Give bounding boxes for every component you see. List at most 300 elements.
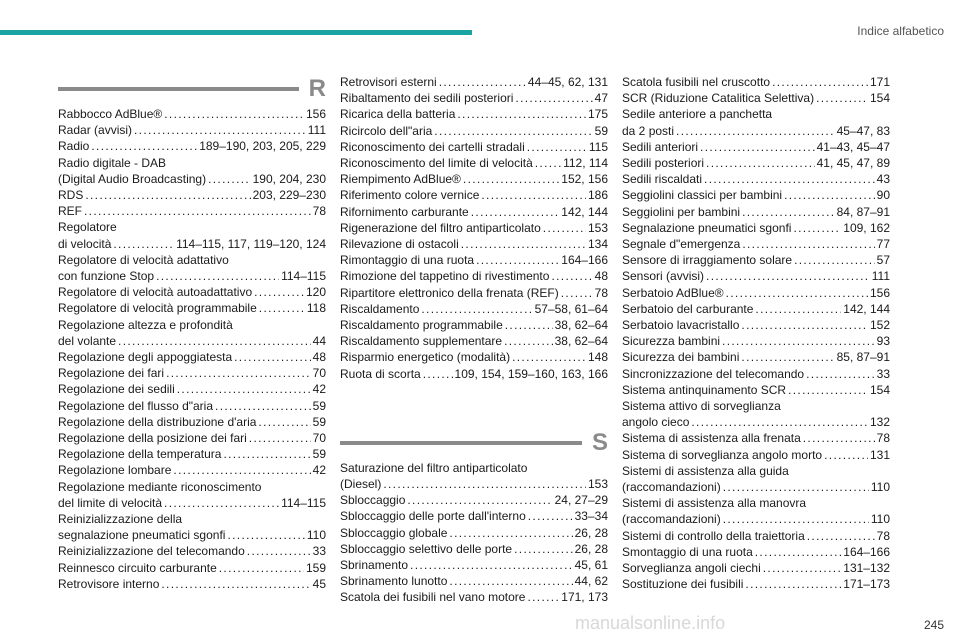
index-entry-term: Sedili riscaldati — [622, 172, 703, 187]
index-entry-term: Riscaldamento — [340, 301, 420, 316]
index-entry-pages: 190, 204, 230 — [252, 171, 326, 186]
index-entry-pages: 120 — [305, 285, 326, 300]
index-entry-term: Ruota di scorta — [340, 366, 421, 381]
index-entry-pages: 111 — [871, 269, 890, 284]
index-entry-pages: 152 — [869, 318, 890, 333]
index-entry — [340, 139, 608, 155]
section-rule — [340, 441, 582, 445]
index-entry — [340, 573, 608, 589]
section-rule — [58, 87, 299, 91]
index-entry-line — [58, 398, 326, 414]
index-entry-line — [340, 171, 608, 187]
index-entry-line — [622, 301, 890, 317]
index-entry-pages: 57 — [876, 253, 890, 268]
index-entry-pages: 90 — [876, 188, 890, 203]
index-entry-line — [58, 187, 326, 203]
index-entry-line — [58, 365, 326, 381]
dot-leader — [156, 268, 279, 284]
dot-leader — [449, 573, 572, 589]
dot-leader — [528, 508, 573, 524]
index-entry-pages: 110 — [870, 480, 890, 495]
index-entry-term: Riconoscimento dei cartelli stradali — [340, 139, 525, 154]
dot-leader — [741, 317, 868, 333]
index-entry-term: segnalazione pneumatici sgonfi — [58, 528, 226, 543]
index-entry-term: angolo cieco — [622, 415, 690, 430]
index-entry-pages: 118 — [306, 301, 326, 316]
index-entry-term: RDS — [58, 188, 84, 203]
index-entry-heading: Sistemi di assistenza alla guida — [622, 463, 789, 478]
index-entry-pages: 154 — [869, 91, 890, 106]
dot-leader — [763, 560, 842, 576]
index-entry-term: Regolatore di velocità autoadattativo — [58, 285, 253, 300]
index-entry — [340, 301, 608, 317]
index-entry-pages: 26, 28 — [574, 525, 608, 540]
index-entry — [340, 106, 608, 122]
index-entry-term: Sorveglianza angoli ciechi — [622, 561, 761, 576]
dot-leader — [249, 430, 311, 446]
index-entry-pages: 57–58, 61–64 — [534, 301, 608, 316]
index-entry-pages: 33 — [312, 544, 326, 559]
index-entry-term: Sbloccaggio selettivo delle porte — [340, 541, 513, 556]
index-entry — [58, 381, 326, 397]
index-entry-pages: 110 — [306, 528, 326, 543]
index-entry-line — [622, 252, 890, 268]
dot-leader — [512, 349, 586, 365]
dot-leader — [803, 430, 875, 446]
dot-leader — [476, 252, 559, 268]
index-entry — [622, 187, 890, 203]
dot-leader — [449, 525, 572, 541]
index-entry-line — [58, 300, 326, 316]
index-entry-heading: Sedile anteriore a panchetta — [622, 107, 773, 122]
index-entry-line — [340, 285, 608, 301]
index-entry-term: Rimontaggio di una ruota — [340, 253, 475, 268]
index-entry — [58, 252, 326, 284]
index-entry — [622, 576, 890, 592]
index-entry-line — [622, 528, 890, 544]
index-entry-term: del limite di velocità — [58, 495, 163, 510]
index-entry-term: Scatola dei fusibili nel vano motore — [340, 590, 526, 605]
index-entry-term: Regolazione del flusso d"aria — [58, 398, 214, 413]
index-entry-line — [58, 203, 326, 219]
index-entry-pages: 132 — [869, 415, 890, 430]
index-entry-line — [340, 476, 608, 492]
dot-leader — [706, 268, 870, 284]
index-column-1 — [58, 74, 326, 592]
index-entry-pages: 43 — [876, 172, 890, 187]
index-entry-pages: 45, 61 — [574, 558, 608, 573]
dot-leader — [177, 381, 311, 397]
index-entry-pages: 78 — [876, 528, 890, 543]
dot-leader — [723, 479, 869, 495]
watermark: manualsonline.info — [575, 613, 726, 633]
index-entry-pages: 112, 114 — [563, 156, 608, 171]
index-entry-line — [58, 268, 326, 284]
index-entry — [622, 204, 890, 220]
index-entry-term: Serbatoio AdBlue® — [622, 285, 724, 300]
index-entry — [58, 300, 326, 316]
index-entry-pages: 42 — [312, 382, 326, 397]
dot-leader — [772, 74, 868, 90]
dot-leader — [543, 220, 586, 236]
index-entry-term: Retrovisori esterni — [340, 75, 437, 89]
index-entry-term: Rigenerazione del filtro antiparticolato — [340, 220, 541, 235]
index-entry — [58, 317, 326, 349]
index-entry-term: (Diesel) — [340, 477, 382, 492]
dot-leader — [208, 171, 251, 187]
index-entry — [622, 430, 890, 446]
index-entry — [58, 479, 326, 511]
index-entry — [340, 349, 608, 365]
index-entry-pages: 156 — [305, 107, 326, 121]
index-entry-pages: 142, 144 — [843, 301, 890, 316]
dot-leader — [816, 90, 868, 106]
dot-leader — [439, 74, 526, 90]
index-entry-term: Serbatoio del carburante — [622, 301, 754, 316]
dot-leader — [421, 301, 532, 317]
index-entry-line — [340, 106, 608, 122]
index-entry — [622, 171, 890, 187]
dot-leader — [258, 414, 310, 430]
dot-leader — [113, 236, 174, 252]
dot-leader — [794, 252, 875, 268]
index-entry — [340, 187, 608, 203]
index-entry — [622, 236, 890, 252]
index-entry-pages: 154 — [869, 382, 890, 397]
index-entry-line — [58, 236, 326, 252]
index-entry-pages: 41, 45, 47, 89 — [816, 156, 890, 171]
index-entry-line — [58, 122, 326, 138]
page-header-title: Indice alfabetico — [857, 24, 944, 38]
index-entry-line — [340, 74, 608, 90]
dot-leader — [164, 495, 279, 511]
index-entry — [622, 366, 890, 382]
index-entry — [58, 576, 326, 592]
index-entry-pages: 44–45, 62, 131 — [527, 75, 608, 89]
dot-leader — [134, 122, 306, 138]
index-entry — [622, 544, 890, 560]
dot-leader — [164, 106, 304, 122]
index-entry — [622, 333, 890, 349]
index-entry-pages: 78 — [312, 204, 326, 219]
index-entry-term: Sbrinamento — [340, 558, 409, 573]
index-entry-line — [622, 414, 890, 430]
index-entry — [340, 460, 608, 492]
index-entry-term: Regolazione della temperatura — [58, 447, 222, 462]
index-entry — [340, 74, 608, 90]
index-entry-line — [340, 333, 608, 349]
index-entry-pages: 48 — [312, 350, 326, 365]
index-entry — [622, 447, 890, 463]
index-entry-pages: 41–43, 45–47 — [816, 139, 890, 154]
index-entry-term: Sincronizzazione del telecomando — [622, 366, 805, 381]
index-entry — [58, 219, 326, 251]
index-entry — [622, 155, 890, 171]
index-entry-pages: 45–47, 83 — [836, 123, 890, 138]
index-entry-term: Sbrinamento lunotto — [340, 574, 448, 589]
index-entry-term: da 2 posti — [622, 123, 675, 138]
index-entry-pages: 171, 173 — [561, 590, 608, 605]
index-entry-pages: 77 — [876, 237, 890, 252]
index-entry-line — [58, 462, 326, 478]
index-entry-term: Ripartitore elettronico della frenata (REF) — [340, 285, 559, 300]
index-entry-pages: 59 — [594, 123, 608, 138]
index-entry — [58, 155, 326, 187]
dot-leader — [793, 220, 841, 236]
index-entry — [622, 139, 890, 155]
index-entry-term: Seggiolini classici per bambini — [622, 188, 783, 203]
index-entry-pages: 33 — [876, 366, 890, 381]
index-entry-pages: 153 — [587, 477, 608, 492]
index-entry-line — [340, 349, 608, 365]
index-entry-line — [340, 589, 608, 605]
index-entry-term: Risparmio energetico (modalità) — [340, 350, 511, 365]
index-entry — [58, 187, 326, 203]
dot-leader — [215, 398, 311, 414]
index-entry — [622, 349, 890, 365]
index-entry — [622, 463, 890, 495]
index-entry-term: Radar (avvisi) — [58, 123, 133, 138]
index-entry — [58, 446, 326, 462]
index-column-3 — [622, 74, 890, 593]
index-entry — [58, 430, 326, 446]
index-entry-line — [340, 317, 608, 333]
index-entry-term: Scatola fusibili nel cruscotto — [622, 75, 771, 89]
index-entry — [340, 268, 608, 284]
index-entry-pages: 131 — [869, 447, 890, 462]
index-entry-line — [340, 557, 608, 573]
index-entry-term: con funzione Stop — [58, 269, 155, 284]
index-entry — [622, 220, 890, 236]
index-entry-line — [340, 541, 608, 557]
index-entry-line — [58, 576, 326, 592]
index-entry — [58, 203, 326, 219]
index-entry — [58, 106, 326, 122]
index-entry-term: Sistema di sorveglianza angolo morto — [622, 447, 823, 462]
index-entry-term: Sbloccaggio — [340, 493, 406, 508]
dot-leader — [551, 268, 592, 284]
index-entry-pages: 70 — [312, 431, 326, 446]
index-entry-line — [340, 187, 608, 203]
index-entry-line — [58, 527, 326, 543]
index-entry-pages: 44, 62 — [574, 574, 608, 589]
dot-leader — [704, 171, 875, 187]
index-entry-pages: 148 — [587, 350, 608, 365]
index-entry-pages: 38, 62–64 — [554, 334, 608, 349]
dot-leader — [471, 204, 560, 220]
index-column-2 — [340, 74, 608, 606]
dot-leader — [247, 543, 311, 559]
dot-leader — [515, 90, 592, 106]
index-entry-pages: 203, 229–230 — [252, 188, 326, 203]
dot-leader — [234, 349, 311, 365]
index-entry-term: Segnalazione pneumatici sgonfi — [622, 220, 792, 235]
index-entry-line — [58, 171, 326, 187]
index-entry — [58, 511, 326, 543]
index-entry — [58, 560, 326, 576]
index-entry-line — [622, 511, 890, 527]
index-entry-term: di velocità — [58, 236, 112, 251]
index-entry-term: Smontaggio di una ruota — [622, 544, 753, 559]
dot-leader — [784, 187, 875, 203]
index-entry-pages: 84, 87–91 — [836, 204, 890, 219]
index-entry-pages: 189–190, 203, 205, 229 — [199, 139, 326, 154]
index-entry — [340, 90, 608, 106]
index-entry-pages: 33–34 — [574, 509, 608, 524]
index-entry-term: Riscaldamento programmabile — [340, 318, 503, 333]
header-accent-bar — [0, 30, 472, 35]
index-entry-pages: 38, 62–64 — [554, 318, 608, 333]
index-entry-line — [622, 576, 890, 592]
dot-leader — [423, 366, 453, 382]
index-entry-term: Rifornimento carburante — [340, 204, 469, 219]
index-entry-term: Sistema di assistenza alla frenata — [622, 431, 801, 446]
index-entry-line — [622, 382, 890, 398]
index-entry-term: (raccomandazioni) — [622, 512, 721, 527]
index-entry — [622, 301, 890, 317]
index-entry-line — [58, 138, 326, 154]
index-entry-term: Sensori (avvisi) — [622, 269, 705, 284]
index-entry-term: Riempimento AdBlue® — [340, 172, 461, 187]
index-entry-line — [622, 333, 890, 349]
index-entry — [340, 317, 608, 333]
dot-leader — [383, 476, 586, 492]
dot-leader — [691, 414, 868, 430]
dot-leader — [85, 187, 250, 203]
page-number: 245 — [923, 618, 944, 632]
index-entry-heading: Reinizializzazione della — [58, 512, 183, 527]
index-entry-line — [58, 430, 326, 446]
dot-leader — [741, 349, 834, 365]
index-entry-term: Rimozione del tappetino di rivestimento — [340, 269, 550, 284]
index-entry — [58, 138, 326, 154]
index-entry-line — [340, 492, 608, 508]
dot-leader — [535, 155, 561, 171]
dot-leader — [561, 285, 593, 301]
dot-leader — [166, 365, 311, 381]
index-entry-pages: 152, 156 — [561, 172, 608, 187]
index-entry — [622, 90, 890, 106]
index-entry-line — [340, 155, 608, 171]
index-entry-term: Sicurezza dei bambini — [622, 350, 740, 365]
index-entry-line — [622, 155, 890, 171]
index-entry — [622, 106, 890, 138]
index-entry-term: Regolazione della posizione dei fari — [58, 431, 247, 446]
index-entry-line — [622, 139, 890, 155]
index-entry-pages: 109, 154, 159–160, 163, 166 — [454, 366, 608, 381]
index-entry-pages: 171–173 — [843, 577, 890, 592]
dot-leader — [755, 544, 842, 560]
section-header-r — [58, 74, 326, 104]
index-entry-term: Sistemi di controllo della traiettoria — [622, 528, 805, 543]
index-entry-line — [340, 525, 608, 541]
index-entry-list — [58, 106, 326, 592]
index-entry-pages: 78 — [876, 431, 890, 446]
dot-leader — [461, 236, 586, 252]
dot-leader — [84, 203, 311, 219]
index-entry-pages: 85, 87–91 — [836, 350, 890, 365]
index-entry-term: Radio — [58, 139, 90, 154]
index-entry — [340, 525, 608, 541]
dot-leader — [742, 236, 874, 252]
index-entry-term: del volante — [58, 333, 117, 348]
index-entry-line — [622, 544, 890, 560]
index-entry-pages: 26, 28 — [574, 541, 608, 556]
index-entry — [58, 398, 326, 414]
index-entry — [340, 333, 608, 349]
index-entry — [340, 204, 608, 220]
index-entry-pages: 142, 144 — [561, 204, 608, 219]
dot-leader — [742, 204, 835, 220]
dot-leader — [514, 541, 573, 557]
index-entry-heading: Saturazione del filtro antiparticolato — [340, 460, 528, 475]
index-entry-line — [622, 74, 890, 90]
index-entry-pages: 110 — [870, 512, 890, 527]
index-entry-line — [340, 204, 608, 220]
index-entry — [58, 462, 326, 478]
index-entry-term: Regolatore di velocità programmabile — [58, 301, 257, 316]
index-entry — [58, 122, 326, 138]
index-entry-line — [622, 236, 890, 252]
index-entry-pages: 24, 27–29 — [554, 493, 608, 508]
index-entry — [340, 492, 608, 508]
index-entry — [622, 74, 890, 90]
index-entry — [340, 123, 608, 139]
section-spacer — [340, 382, 608, 428]
index-entry — [58, 284, 326, 300]
dot-leader — [259, 300, 305, 316]
index-entry-term: Sostituzione dei fusibili — [622, 577, 744, 592]
index-entry — [340, 220, 608, 236]
index-entry — [622, 495, 890, 527]
index-entry-line — [58, 414, 326, 430]
index-entry-line — [58, 333, 326, 349]
index-entry-term: Ricarica della batteria — [340, 107, 456, 122]
index-entry-line — [340, 573, 608, 589]
dot-leader — [723, 511, 869, 527]
index-entry-line — [622, 90, 890, 106]
index-entry-heading: Radio digitale - DAB — [58, 155, 167, 170]
index-entry-heading: Regolatore di velocità adattativo — [58, 252, 229, 267]
dot-leader — [410, 557, 573, 573]
index-entry — [622, 528, 890, 544]
index-entry-line — [340, 220, 608, 236]
index-entry-term: Regolazione lombare — [58, 463, 172, 478]
index-entry-pages: 78 — [594, 285, 608, 300]
index-entry-line — [622, 317, 890, 333]
index-entry-term: Regolazione degli appoggiatesta — [58, 350, 233, 365]
index-entry — [340, 285, 608, 301]
index-entry-term: Reinnesco circuito carburante — [58, 560, 217, 575]
index-entry-line — [622, 204, 890, 220]
index-entry — [58, 543, 326, 559]
index-entry-line — [340, 139, 608, 155]
index-entry-line — [622, 560, 890, 576]
dot-leader — [118, 333, 311, 349]
index-entry-term: (Digital Audio Broadcasting) — [58, 171, 207, 186]
index-entry-line — [58, 349, 326, 365]
dot-leader — [407, 492, 552, 508]
index-entry — [58, 414, 326, 430]
index-entry-term: Reinizializzazione del telecomando — [58, 544, 245, 559]
index-entry — [340, 508, 608, 524]
index-entry-term: Ricircolo dell"aria — [340, 123, 433, 138]
dot-leader — [527, 139, 587, 155]
index-entry-pages: 153 — [587, 220, 608, 235]
index-entry-pages: 114–115, 117, 119–120, 124 — [176, 236, 326, 251]
index-entry-pages: 59 — [312, 414, 326, 429]
index-entry-pages: 159 — [305, 560, 326, 575]
